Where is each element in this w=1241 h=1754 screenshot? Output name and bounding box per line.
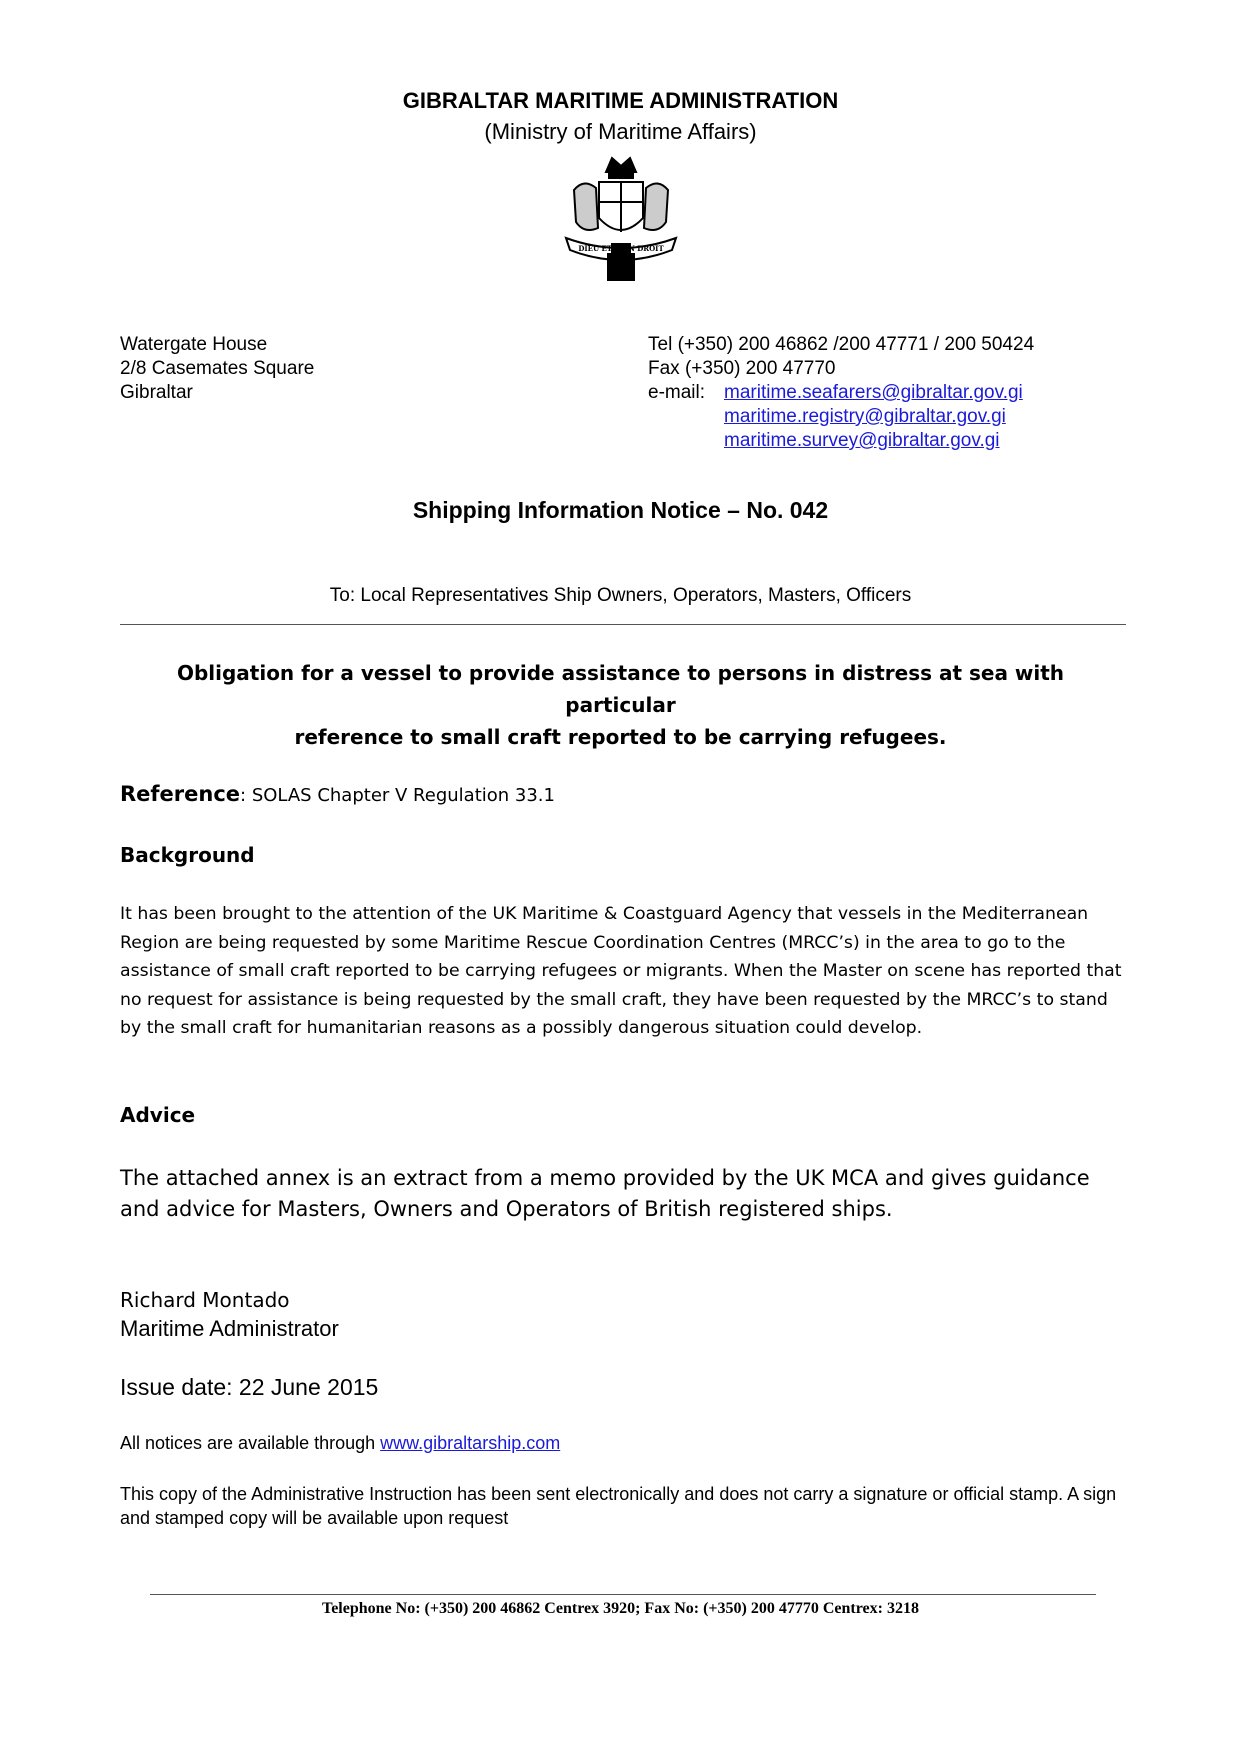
notices-availability: [120, 1433, 560, 1454]
notice-title-line-2: reference to small craft reported to be carrying refugees.: [294, 725, 947, 749]
reference-line: [120, 782, 555, 806]
contact-block: [648, 333, 1035, 451]
email-link-survey[interactable]: maritime.survey@gibraltar.gov.gi: [724, 430, 1000, 451]
notice-recipients: To: Local Representatives Ship Owners, Operators, Masters, Officers: [329, 585, 912, 606]
address-line-building: Watergate House: [120, 334, 268, 355]
notice-title-line-1: Obligation for a vessel to provide assistance to persons in distress at sea with particular: [176, 661, 1065, 717]
address-line-city: Gibraltar: [120, 382, 193, 403]
reference-value: : SOLAS Chapter V Regulation 33.1: [240, 785, 555, 806]
ministry-name: (Ministry of Maritime Affairs): [484, 119, 757, 144]
advice-paragraph: The attached annex is an extract from a memo provided by the UK MCA and gives guidance and advice for Masters, Owners and Operators of British registered ships.: [120, 1166, 1090, 1221]
background-paragraph: It has been brought to the attention of the UK Maritime & Coastguard Agency that vessels in the Mediterranean Region are being requested by some Maritime Rescue Coordination Centres (MRCC’s) in the area to go to the assistance of small craft reported to be carrying refugees or migrants. When the Master on scene has reported that no request for assistance is being requested by the small craft, they have been requested by the MRCC’s to stand by the small craft for humanitarian reasons as a possibly dangerous situation could develop.: [120, 904, 1122, 1038]
footer-contact: Telephone No: (+350) 200 46862 Centrex 3920; Fax No: (+350) 200 47770 Centrex: 3218: [322, 1600, 919, 1617]
signatory-role: Maritime Administrator: [120, 1316, 339, 1341]
issue-date: Issue date: 22 June 2015: [120, 1374, 379, 1400]
website-link[interactable]: www.gibraltarship.com: [380, 1433, 561, 1453]
advice-heading: Advice: [120, 1103, 196, 1127]
organisation-name: GIBRALTAR MARITIME ADMINISTRATION: [402, 88, 839, 113]
electronic-copy-note: This copy of the Administrative Instruction has been sent electronically and does not carry a signature or official stamp. A sign and stamped copy will be available upon request: [120, 1484, 1117, 1528]
email-link-registry[interactable]: maritime.registry@gibraltar.gov.gi: [724, 406, 1006, 427]
header-divider: [120, 624, 1126, 625]
crest-motto-text: DIEU ET MON DROIT: [578, 244, 664, 253]
royal-coat-of-arms-crest: [554, 150, 688, 290]
fax-number: Fax (+350) 200 47770: [648, 358, 836, 379]
notice-heading: Shipping Information Notice – No. 042: [412, 497, 829, 523]
footer-divider: [150, 1594, 1096, 1595]
notice-title: [150, 657, 1091, 753]
address-block: [120, 333, 314, 405]
email-list: [724, 381, 1023, 453]
address-line-street: 2/8 Casemates Square: [120, 358, 315, 379]
notices-prefix: All notices are available through: [120, 1433, 381, 1453]
telephone-numbers: Tel (+350) 200 46862 /200 47771 / 200 50424: [648, 334, 1035, 355]
email-link-seafarers[interactable]: maritime.seafarers@gibraltar.gov.gi: [724, 382, 1023, 403]
background-heading: Background: [120, 843, 255, 867]
signatory-name: Richard Montado: [120, 1288, 290, 1312]
reference-label: Reference: [120, 782, 241, 806]
email-label: e-mail:: [648, 382, 706, 403]
